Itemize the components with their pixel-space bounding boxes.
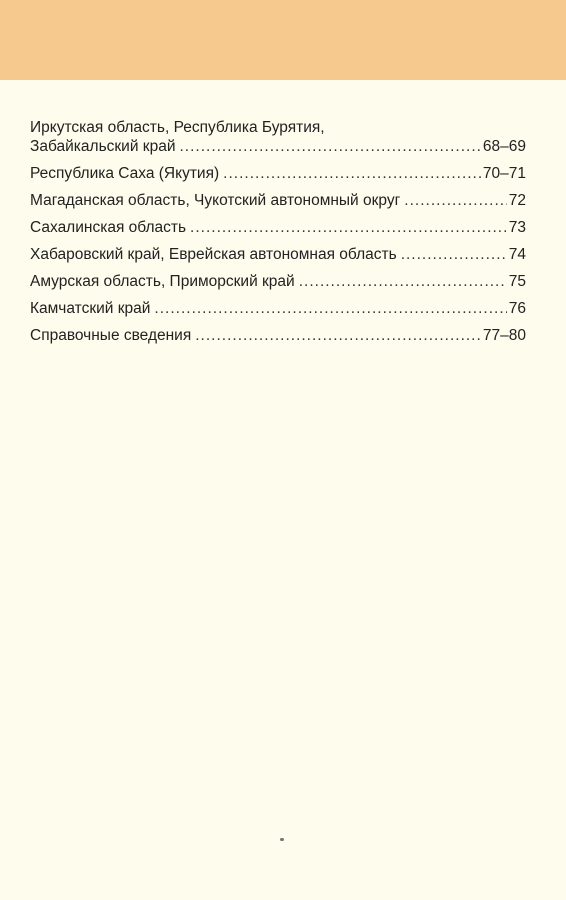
dot-leader: [190, 218, 507, 237]
toc-entry-magadan[interactable]: [30, 191, 526, 210]
toc-entry-page: 73: [508, 219, 526, 236]
print-speck: [280, 838, 284, 841]
toc-entry-amur[interactable]: [30, 272, 526, 291]
toc-entry-title: Магаданская область, Чукотский автономный округ: [30, 192, 401, 209]
table-of-contents: [30, 118, 526, 353]
dot-leader: [404, 191, 506, 210]
dot-leader: [223, 164, 481, 183]
toc-entry-sakha[interactable]: [30, 164, 526, 183]
dot-leader: [179, 137, 480, 156]
toc-entry-title: Хабаровский край, Еврейская автономная область: [30, 246, 397, 263]
toc-entry-irkutsk[interactable]: [30, 118, 526, 156]
toc-entry-title: Амурская область, Приморский край: [30, 273, 295, 290]
toc-entry-page: 74: [508, 246, 526, 263]
toc-entry-page: 75: [508, 273, 526, 290]
dot-leader: [195, 326, 481, 345]
toc-entry-page: 77–80: [482, 327, 526, 344]
toc-entry-reference[interactable]: [30, 326, 526, 345]
toc-entry-khabarovsk[interactable]: [30, 245, 526, 264]
toc-entry-title: Камчатский край: [30, 300, 151, 317]
toc-entry-title-line1: Иркутская область, Республика Бурятия,: [30, 119, 325, 136]
toc-entry-page: 72: [508, 192, 526, 209]
toc-entry-title: Забайкальский край: [30, 138, 176, 155]
toc-entry-page: 70–71: [482, 165, 526, 182]
dot-leader: [401, 245, 507, 264]
toc-entry-kamchatka[interactable]: [30, 299, 526, 318]
toc-entry-sakhalin[interactable]: [30, 218, 526, 237]
dot-leader: [154, 299, 506, 318]
toc-entry-title: Республика Саха (Якутия): [30, 165, 220, 182]
toc-entry-page: 68–69: [482, 138, 526, 155]
dot-leader: [299, 272, 507, 291]
toc-entry-title: Справочные сведения: [30, 327, 192, 344]
header-color-band: [0, 0, 566, 80]
toc-entry-page: 76: [508, 300, 526, 317]
toc-entry-title: Сахалинская область: [30, 219, 187, 236]
